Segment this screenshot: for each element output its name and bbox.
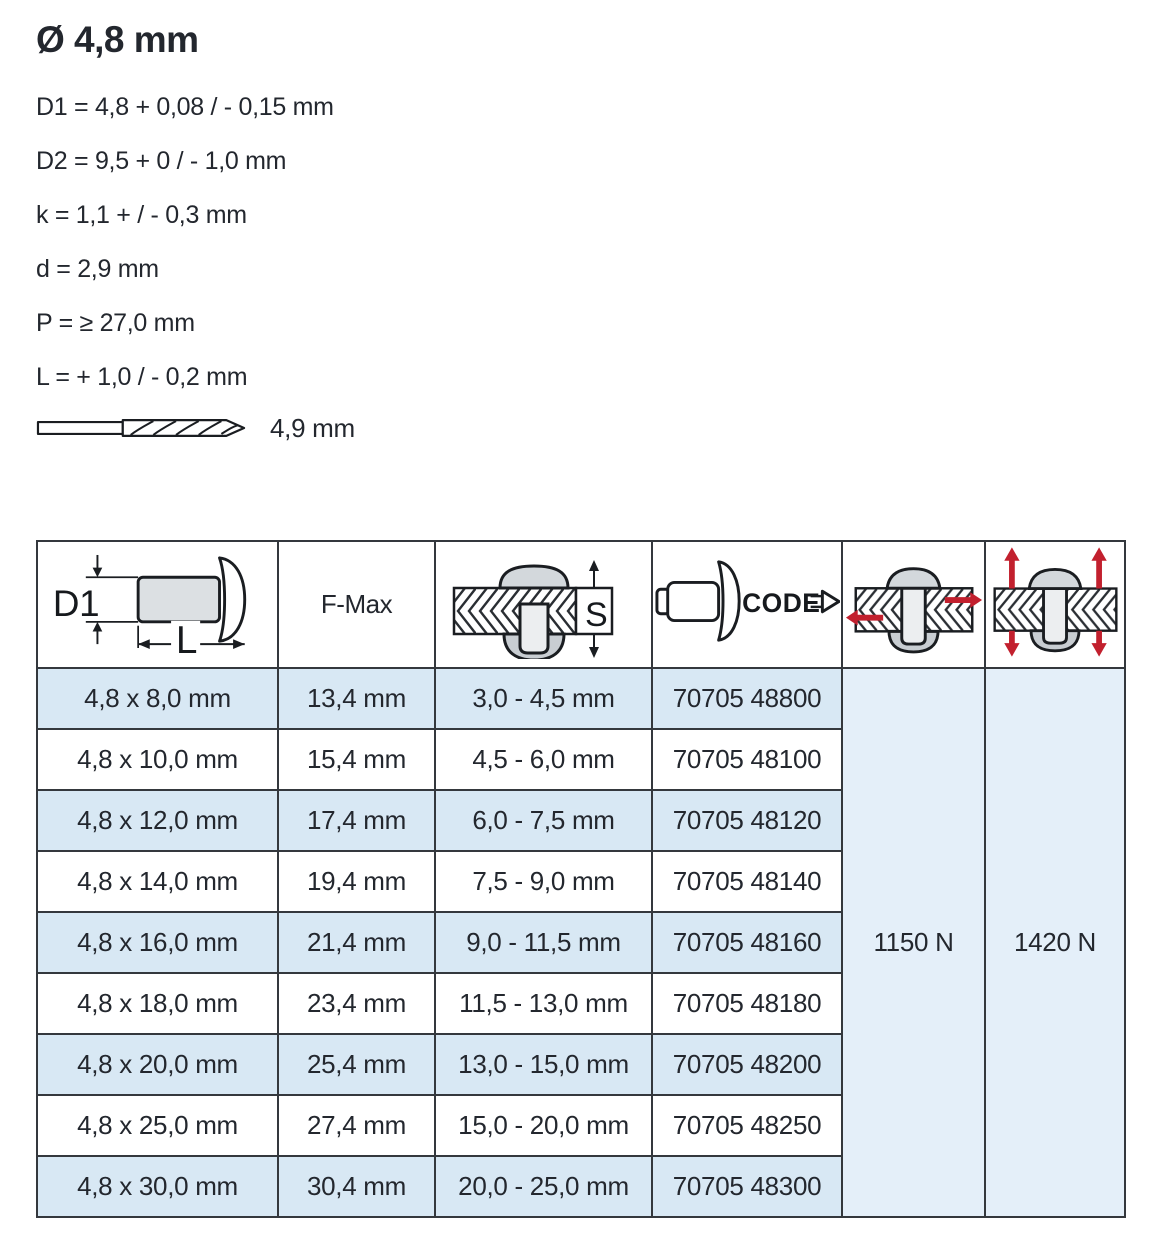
dimension-cell: 4,8 x 12,0 mm xyxy=(37,790,278,851)
dimension-cell: 4,8 x 14,0 mm xyxy=(37,851,278,912)
table-header-row xyxy=(37,541,1125,668)
spec-list xyxy=(36,80,1126,404)
code-cell: 70705 48100 xyxy=(652,729,842,790)
shear-strength-diagram-icon xyxy=(844,542,984,660)
rivet-dimension-diagram-icon xyxy=(49,545,267,657)
spec-k: k = 1,1 + / - 0,3 mm xyxy=(36,201,247,229)
rivet-spec-table xyxy=(36,540,1126,1218)
grip-range-cell: 6,0 - 7,5 mm xyxy=(435,790,652,851)
tensile-strength-header-cell xyxy=(985,541,1125,668)
spec-d: d = 2,9 mm xyxy=(36,255,159,283)
code-cell: 70705 48160 xyxy=(652,912,842,973)
fmax-cell: 13,4 mm xyxy=(278,668,435,729)
grip-range-cell: 4,5 - 6,0 mm xyxy=(435,729,652,790)
grip-range-cell: 20,0 - 25,0 mm xyxy=(435,1156,652,1217)
fmax-cell: 21,4 mm xyxy=(278,912,435,973)
fmax-cell: 23,4 mm xyxy=(278,973,435,1034)
dimension-cell: 4,8 x 25,0 mm xyxy=(37,1095,278,1156)
code-cell: 70705 48120 xyxy=(652,790,842,851)
code-rivet-diagram-icon xyxy=(654,554,840,649)
code-cell: 70705 48180 xyxy=(652,973,842,1034)
s-label: S xyxy=(584,595,607,634)
spec-d1: D1 = 4,8 + 0,08 / - 0,15 mm xyxy=(36,93,334,121)
dimension-cell: 4,8 x 16,0 mm xyxy=(37,912,278,973)
grip-range-cell: 15,0 - 20,0 mm xyxy=(435,1095,652,1156)
l-label: L xyxy=(175,618,197,657)
drill-diameter-label: 4,9 mm xyxy=(270,412,355,443)
fmax-header-cell: F-Max xyxy=(278,541,435,668)
grip-range-cell: 3,0 - 4,5 mm xyxy=(435,668,652,729)
fmax-cell: 27,4 mm xyxy=(278,1095,435,1156)
dimension-cell: 4,8 x 18,0 mm xyxy=(37,973,278,1034)
fmax-cell: 19,4 mm xyxy=(278,851,435,912)
code-label: CODE xyxy=(742,587,821,618)
code-cell: 70705 48140 xyxy=(652,851,842,912)
dimension-cell: 4,8 x 30,0 mm xyxy=(37,1156,278,1217)
shear-strength-header-cell xyxy=(842,541,985,668)
fmax-cell: 25,4 mm xyxy=(278,1034,435,1095)
code-cell: 70705 48200 xyxy=(652,1034,842,1095)
dimension-header-cell xyxy=(37,541,278,668)
code-cell: 70705 48250 xyxy=(652,1095,842,1156)
grip-range-cell: 13,0 - 15,0 mm xyxy=(435,1034,652,1095)
spec-p: P = ≥ 27,0 mm xyxy=(36,309,195,337)
grip-range-header-cell xyxy=(435,541,652,668)
fmax-cell: 15,4 mm xyxy=(278,729,435,790)
grip-range-cell: 7,5 - 9,0 mm xyxy=(435,851,652,912)
dimension-cell: 4,8 x 8,0 mm xyxy=(37,668,278,729)
drill-size-row xyxy=(36,412,1126,444)
tensile-strength-diagram-icon xyxy=(987,542,1124,660)
fmax-cell: 17,4 mm xyxy=(278,790,435,851)
drill-bit-icon xyxy=(36,413,248,443)
spec-d2: D2 = 9,5 + 0 / - 1,0 mm xyxy=(36,147,287,175)
code-header-cell xyxy=(652,541,842,668)
fmax-cell: 30,4 mm xyxy=(278,1156,435,1217)
grip-range-cell: 11,5 - 13,0 mm xyxy=(435,973,652,1034)
tensile-strength-value-cell: 1420 N xyxy=(985,668,1125,1217)
spec-l: L = + 1,0 / - 0,2 mm xyxy=(36,363,248,391)
shear-strength-value-cell: 1150 N xyxy=(842,668,985,1217)
code-cell: 70705 48800 xyxy=(652,668,842,729)
grip-range-cell: 9,0 - 11,5 mm xyxy=(435,912,652,973)
dimension-cell: 4,8 x 20,0 mm xyxy=(37,1034,278,1095)
dimension-cell: 4,8 x 10,0 mm xyxy=(37,729,278,790)
table-row xyxy=(37,668,1125,729)
code-cell: 70705 48300 xyxy=(652,1156,842,1217)
page-title: Ø 4,8 mm xyxy=(36,19,199,60)
grip-range-diagram-icon xyxy=(444,544,644,659)
d1-label: D1 xyxy=(52,583,99,625)
